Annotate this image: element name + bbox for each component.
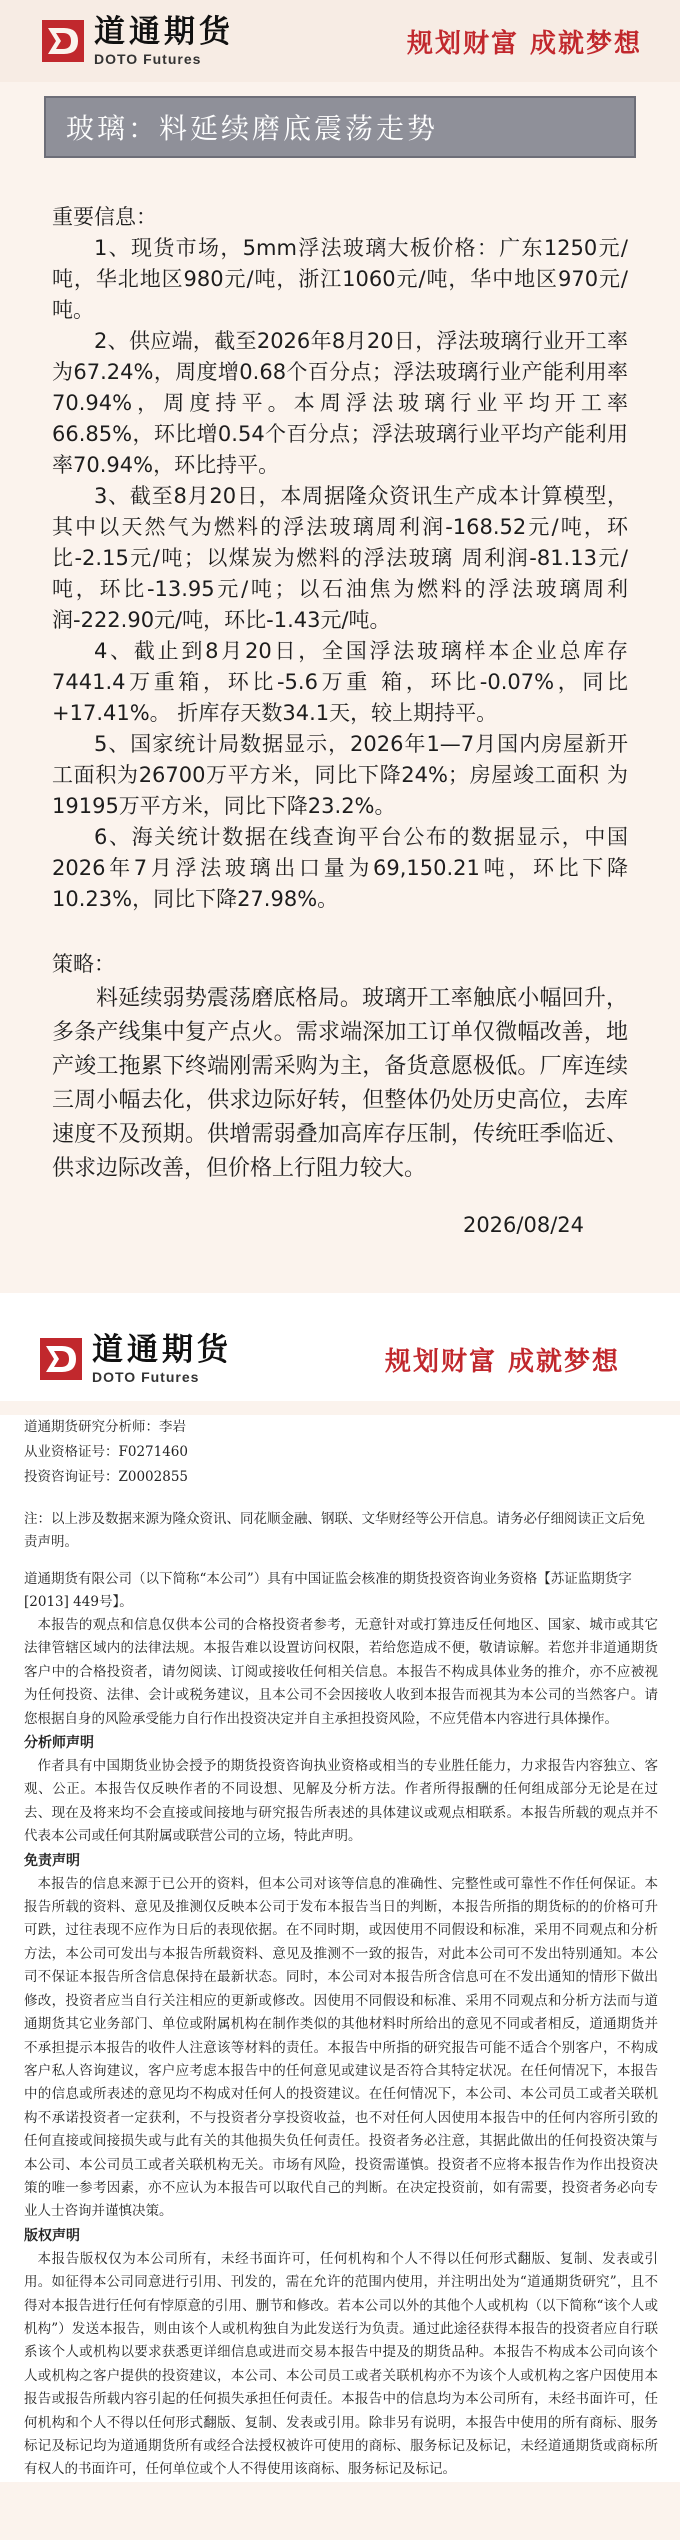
- page-separator: [0, 1293, 680, 1317]
- report-title: 玻璃：料延续磨底震荡走势: [66, 112, 439, 145]
- header-page2: [0, 1317, 680, 1401]
- copyright-heading: 版权声明: [24, 2227, 80, 2244]
- company-statement: 道通期货有限公司（以下简称“本公司”）具有中国证监会核准的期货投资咨询业务资格【苏证监期货字[2013] 449号】。: [24, 1571, 632, 1610]
- doto-logo-icon: [40, 1338, 82, 1380]
- brand-name-cn: 道通期货: [94, 14, 234, 50]
- report-body: [0, 158, 680, 1241]
- copyright-text: 本报告版权仅为本公司所有，未经书面许可，任何机构和个人不得以任何形式翻版、复制、发表或引用。如征得本公司同意进行引用、刊发的，需在允许的范围内使用，并注明出处为“道通期货研究”，且不得对本报告进行任何有悖原意的引用、删节和修改。若本公司以外的其他个人或机构（以下简称“该个人或机构”）发送本报告，则由该个人或机构独自为此发送行为负责。通过此途径获得本报告的投资者应自行联系该个人或机构以要求获悉更详细信息或进而交易本报告中提及的期货品种。本报告不构成本公司向该个人或机构之客户提供的投资建议，本公司、本公司员工或者关联机构亦不为该个人或机构之客户因使用本报告或报告所载内容引起的任何损失承担任何责任。本报告中的信息均为本公司所有，未经书面许可，任何机构和个人不得以任何形式翻版、复制、发表或引用。除非另有说明，本报告中使用的所有商标、服务标记及标记均为道通期货所有或经合法授权被许可使用的商标、服务标记及标记，未经道通期货或商标所有权人的书面许可，任何单位或个人不得使用该商标、服务标记及标记。: [24, 2250, 658, 2478]
- info-label: 重要信息：: [52, 205, 157, 229]
- reader-notice: 本报告的观点和信息仅供本公司的合格投资者参考，无意针对或打算违反任何地区、国家、城市或其它法律管辖区域内的法律法规。本报告难以设置访问权限，若给您造成不便，敬请谅解。若您并非道通期货客户中的合格投资者，请勿阅读、订阅或接收任何相关信息。本报告不构成具体业务的推介，亦不应被视为任何投资、法律、会计或税务建议，且本公司不会因接收人收到本报告而视其为本公司的当然客户。请您根据自身的风险承受能力自行作出投资决定并自主承担投资风险，不应凭借本内容进行具体操作。: [24, 1617, 658, 1727]
- slogan: 规划财富 成就梦想: [406, 28, 642, 59]
- analyst-info: [24, 1415, 658, 1490]
- logo: [42, 15, 234, 67]
- license-number: 从业资格证号：F0271460: [24, 1444, 188, 1460]
- disclaimer-page: [0, 1415, 680, 2482]
- brand-name-en: DOTO Futures: [92, 1369, 200, 1385]
- analyst-statement: 作者具有中国期货业协会授予的期货投资咨询执业资格或相当的专业胜任能力，力求报告内容独立、客观、公正。本报告仅反映作者的不同设想、见解及分析方法。作者所得报酬的任何组成部分无论是在过去、现在及将来均不会直接或间接地与研究报告所表述的具体建议或观点相联系。本报告所载的观点并不代表本公司或任何其附属或联营公司的立场，特此声明。: [24, 1758, 658, 1845]
- info-item-2: 2、供应端，截至2026年8月20日，浮法玻璃行业开工率为67.24%，周度增0.68个百分点；浮法玻璃行业产能利用率70.94%，周度持平。本周浮法玻璃行业平均开工率66.85%，环比增0.54个百分点；浮法玻璃行业平均产能利用率70.94%，环比持平。: [52, 329, 628, 477]
- info-item-3: 3、截至8月20日，本周据隆众资讯生产成本计算模型，其中以天然气为燃料的浮法玻璃周利润-168.52元/吨，环比-2.15元/吨；以煤炭为燃料的浮法玻璃 周利润-81.13元/吨，环比-13.95元/吨；以石油焦为燃料的浮法玻璃周利 润-222.90元/吨，环比-1.43元/吨。: [52, 484, 628, 632]
- brand-name-en: DOTO Futures: [94, 51, 202, 67]
- report-date: 2026/08/24: [462, 1213, 584, 1237]
- header: [0, 0, 680, 82]
- brand-name-cn: 道通期货: [92, 1332, 232, 1368]
- info-item-4: 4、截止到8月20日，全国浮法玻璃样本企业总库存7441.4万重箱，环比-5.6万重 箱，环比-0.07%，同比+17.41%。 折库存天数34.1天，较上期持平。: [52, 639, 628, 725]
- disclaimer-heading: 免责声明: [24, 1852, 80, 1869]
- logo-page2: [40, 1333, 232, 1385]
- strategy-label: 策略：: [52, 952, 115, 976]
- data-source-note: 注：以上涉及数据来源为隆众资讯、同花顺金融、钢联、文华财经等公开信息。请务必仔细阅读正文后免责声明。: [24, 1511, 645, 1550]
- slogan: 规划财富 成就梦想: [384, 1346, 620, 1377]
- title-bar: [44, 96, 636, 158]
- info-item-6: 6、海关统计数据在线查询平台公布的数据显示，中国2026年7月浮法玻璃出口量为69,150.21吨，环比下降10.23%，同比下降27.98%。: [52, 825, 628, 911]
- analyst-name: 道通期货研究分析师：李岩: [24, 1419, 186, 1435]
- info-item-5: 5、国家统计局数据显示，2026年1—7月国内房屋新开工面积为26700万平方米，同比下降24%；房屋竣工面积 为19195万平方米，同比下降23.2%。: [52, 732, 628, 818]
- disclaimer-text: 本报告的信息来源于已公开的资料，但本公司对该等信息的准确性、完整性或可靠性不作任何保证。本报告所载的资料、意见及推测仅反映本公司于发布本报告当日的判断，本报告所指的期货标的的价格可升可跌，过往表现不应作为日后的表现依据。在不同时期，或因使用不同假设和标准，采用不同观点和分析方法，本公司可发出与本报告所载资料、意见及推测不一致的报告，对此本公司可不发出特别通知。本公司不保证本报告所含信息保持在最新状态。同时，本公司对本报告所含信息可在不发出通知的情形下做出修改，投资者应当自行关注相应的更新或修改。因使用不同假设和标准、采用不同观点和分析方法而与道通期货其它业务部门、单位或附属机构在制作类似的其他材料时所给出的意见不同或者相反，道通期货并不承担提示本报告的收件人注意该等材料的责任。本报告中所指的研究报告可能不适合个别客户，不构成客户私人咨询建议，客户应考虑本报告中的任何意见或建议是否符合其特定状况。在任何情况下，本报告中的信息或所表述的意见均不构成对任何人的投资建议。在任何情况下，本公司、本公司员工或者关联机构不承诺投资者一定获利，不与投资者分享投资收益，也不对任何人因使用本报告中的任何内容所引致的任何直接或间接损失或与此有关的其他损失负任何责任。投资者务必注意，其据此做出的任何投资决策与本公司、本公司员工或者关联机构无关。市场有风险，投资需谨慎。投资者不应将本报告作为作出投资决策的唯一参考因素，亦不应认为本报告可以取代自己的判断。在决定投资前，如有需要，投资者务必向专业人士咨询并谨慎决策。: [24, 1875, 658, 2220]
- strategy-text: 料延续弱势震荡磨底格局。玻璃开工率触底小幅回升，多条产线集中复产点火。需求端深加工订单仅微幅改善，地产竣工拖累下终端刚需采购为主，备货意愿极低。厂库连续三周小幅去化，供求边际好转，但整体仍处历史高位，去库速度不及预期。供增需弱叠加高库存压制，传统旺季临近、供求边际改善，但价格上行阻力较大。: [52, 986, 628, 1181]
- doto-logo-icon: [42, 20, 84, 62]
- analyst-statement-heading: 分析师声明: [24, 1735, 94, 1752]
- consult-license-number: 投资咨询证号：Z0002855: [24, 1469, 189, 1485]
- info-item-1: 1、现货市场，5mm浮法玻璃大板价格：广东1250元/吨，华北地区980元/吨，浙江1060元/吨，华中地区970元/吨。: [52, 236, 628, 322]
